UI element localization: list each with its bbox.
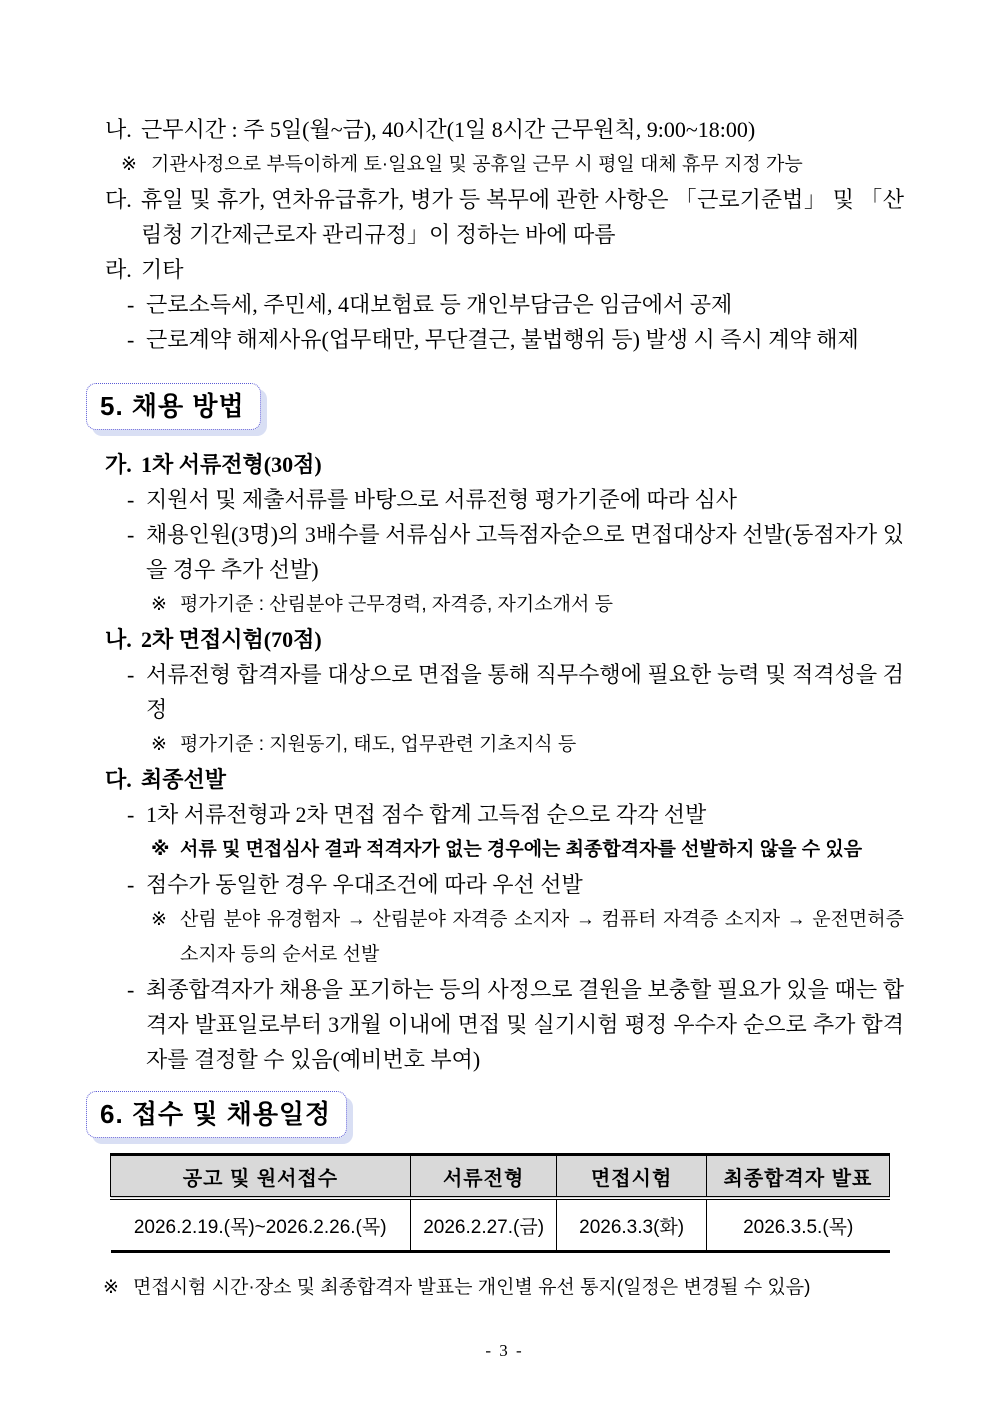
dash-marker: - — [127, 802, 135, 827]
section5-heading — [86, 383, 261, 430]
item-text: 지원서 및 제출서류를 바탕으로 서류전형 평가기준에 따라 심사 — [146, 487, 738, 512]
para-tie-break — [127, 867, 904, 902]
cell-application-period: 2026.2.19.(목)~2026.2.26.(목) — [111, 1198, 411, 1252]
item-text: 평가기준 : 산림분야 근무경력, 자격증, 자기소개서 등 — [180, 594, 613, 615]
item-text: 2차 면접시험(70점) — [141, 627, 322, 652]
section5-title: 5. 채용 방법 — [100, 391, 245, 421]
para-final-selection — [105, 762, 904, 797]
table-row — [111, 1198, 890, 1252]
dash-marker: - — [127, 662, 135, 687]
item-text: 기관사정으로 부득이하게 토·일요일 및 공휴일 근무 시 평일 대체 휴무 지정 가능 — [151, 154, 803, 175]
section6-title: 6. 접수 및 채용일정 — [100, 1099, 332, 1129]
reference-mark: ※ — [103, 1277, 119, 1298]
item-text: 평가기준 : 지원동기, 태도, 업무관련 기초지식 등 — [180, 734, 577, 755]
para-etc — [105, 252, 904, 287]
reference-mark: ※ — [151, 594, 167, 615]
dash-marker: - — [127, 487, 135, 512]
item-text: 휴일 및 휴가, 연차유급휴가, 병가 등 복무에 관한 사항은 「근로기준법」 및 「산림청 기간제근로자 관리규정」이 정하는 바에 따름 — [141, 187, 904, 247]
para-contract-termination — [127, 322, 904, 357]
item-text: 근로소득세, 주민세, 4대보험료 등 개인부담금은 임금에서 공제 — [146, 292, 733, 317]
para-tax-deduction — [127, 287, 904, 322]
para-priority-order — [151, 902, 904, 972]
item-text: 채용인원(3명)의 3배수를 서류심사 고득점자순으로 면접대상자 선발(동점자가 있을 경우 추가 선발) — [146, 522, 904, 582]
para-step1-screening — [105, 447, 904, 482]
item-marker: 나. — [105, 627, 132, 652]
item-marker: 라. — [105, 257, 132, 282]
para-no-qualified-note — [151, 832, 904, 867]
para-triple-selection — [127, 517, 904, 587]
header-document-screening: 서류전형 — [410, 1155, 556, 1199]
header-interview: 면접시험 — [557, 1155, 707, 1199]
para-step2-interview — [105, 622, 904, 657]
dash-marker: - — [127, 977, 135, 1002]
item-marker: 나. — [105, 117, 132, 142]
item-text: 기타 — [141, 257, 184, 282]
para-interview-purpose — [127, 657, 904, 727]
item-text: 서류전형 합격자를 대상으로 면접을 통해 직무수행에 필요한 능력 및 적격성을 검정 — [146, 662, 904, 722]
item-text: 점수가 동일한 경우 우대조건에 따라 우선 선발 — [146, 872, 583, 897]
para-schedule-note — [103, 1270, 904, 1305]
reference-mark: ※ — [151, 909, 167, 930]
item-text: 서류 및 면접심사 결과 적격자가 없는 경우에는 최종합격자를 선발하지 않을 수 있음 — [180, 839, 863, 860]
para-work-hours — [105, 112, 904, 147]
section6-heading — [86, 1091, 347, 1138]
reference-mark: ※ — [151, 734, 167, 755]
para-holidays — [105, 182, 904, 252]
para-screening-basis — [127, 482, 904, 517]
dash-marker: - — [127, 327, 135, 352]
page-number: - 3 - — [485, 1341, 524, 1360]
dash-marker: - — [127, 872, 135, 897]
para-weekend-note — [121, 147, 904, 182]
cell-interview: 2026.3.3(화) — [557, 1198, 707, 1252]
dash-marker: - — [127, 522, 135, 547]
cell-final-announcement: 2026.3.5.(목) — [706, 1198, 889, 1252]
para-interview-criteria — [151, 727, 904, 762]
item-marker: 가. — [105, 452, 132, 477]
header-final-announcement: 최종합격자 발표 — [706, 1155, 889, 1199]
item-text: 1차 서류전형(30점) — [141, 452, 322, 477]
header-application-period: 공고 및 원서접수 — [111, 1155, 411, 1199]
dash-marker: - — [127, 292, 135, 317]
item-text: 근로계약 해제사유(업무태만, 무단결근, 불법행위 등) 발생 시 즉시 계약 해제 — [146, 327, 859, 352]
item-text: 면접시험 시간·장소 및 최종합격자 발표는 개인별 유선 통지(일정은 변경될 수 있음) — [133, 1277, 811, 1298]
schedule-table — [110, 1153, 890, 1253]
item-text: 1차 서류전형과 2차 면접 점수 합계 고득점 순으로 각각 선발 — [146, 802, 707, 827]
item-marker: 다. — [105, 767, 132, 792]
item-text: 산림 분야 유경험자 → 산림분야 자격증 소지자 → 컴퓨터 자격증 소지자 → 운전면허증 소지자 등의 순서로 선발 — [180, 909, 904, 965]
item-text: 최종선발 — [141, 767, 227, 792]
item-marker: 다. — [105, 187, 132, 212]
reference-mark: ※ — [121, 154, 137, 175]
para-vacancy-fill — [127, 972, 904, 1077]
cell-document-screening: 2026.2.27.(금) — [410, 1198, 556, 1252]
table-header-row — [111, 1155, 890, 1199]
item-text: 근무시간 : 주 5일(월~금), 40시간(1일 8시간 근무원칙, 9:00~18:00) — [141, 117, 756, 142]
para-screening-criteria — [151, 587, 904, 622]
para-score-sum — [127, 797, 904, 832]
reference-mark: ※ — [151, 839, 170, 860]
item-text: 최종합격자가 채용을 포기하는 등의 사정으로 결원을 보충할 필요가 있을 때는 합격자 발표일로부터 3개월 이내에 면접 및 실기시험 평정 우수자 순으로 추가 합격자를 결정할 수 있음(예비번호 부여) — [146, 977, 904, 1072]
section5-body — [105, 447, 904, 1077]
